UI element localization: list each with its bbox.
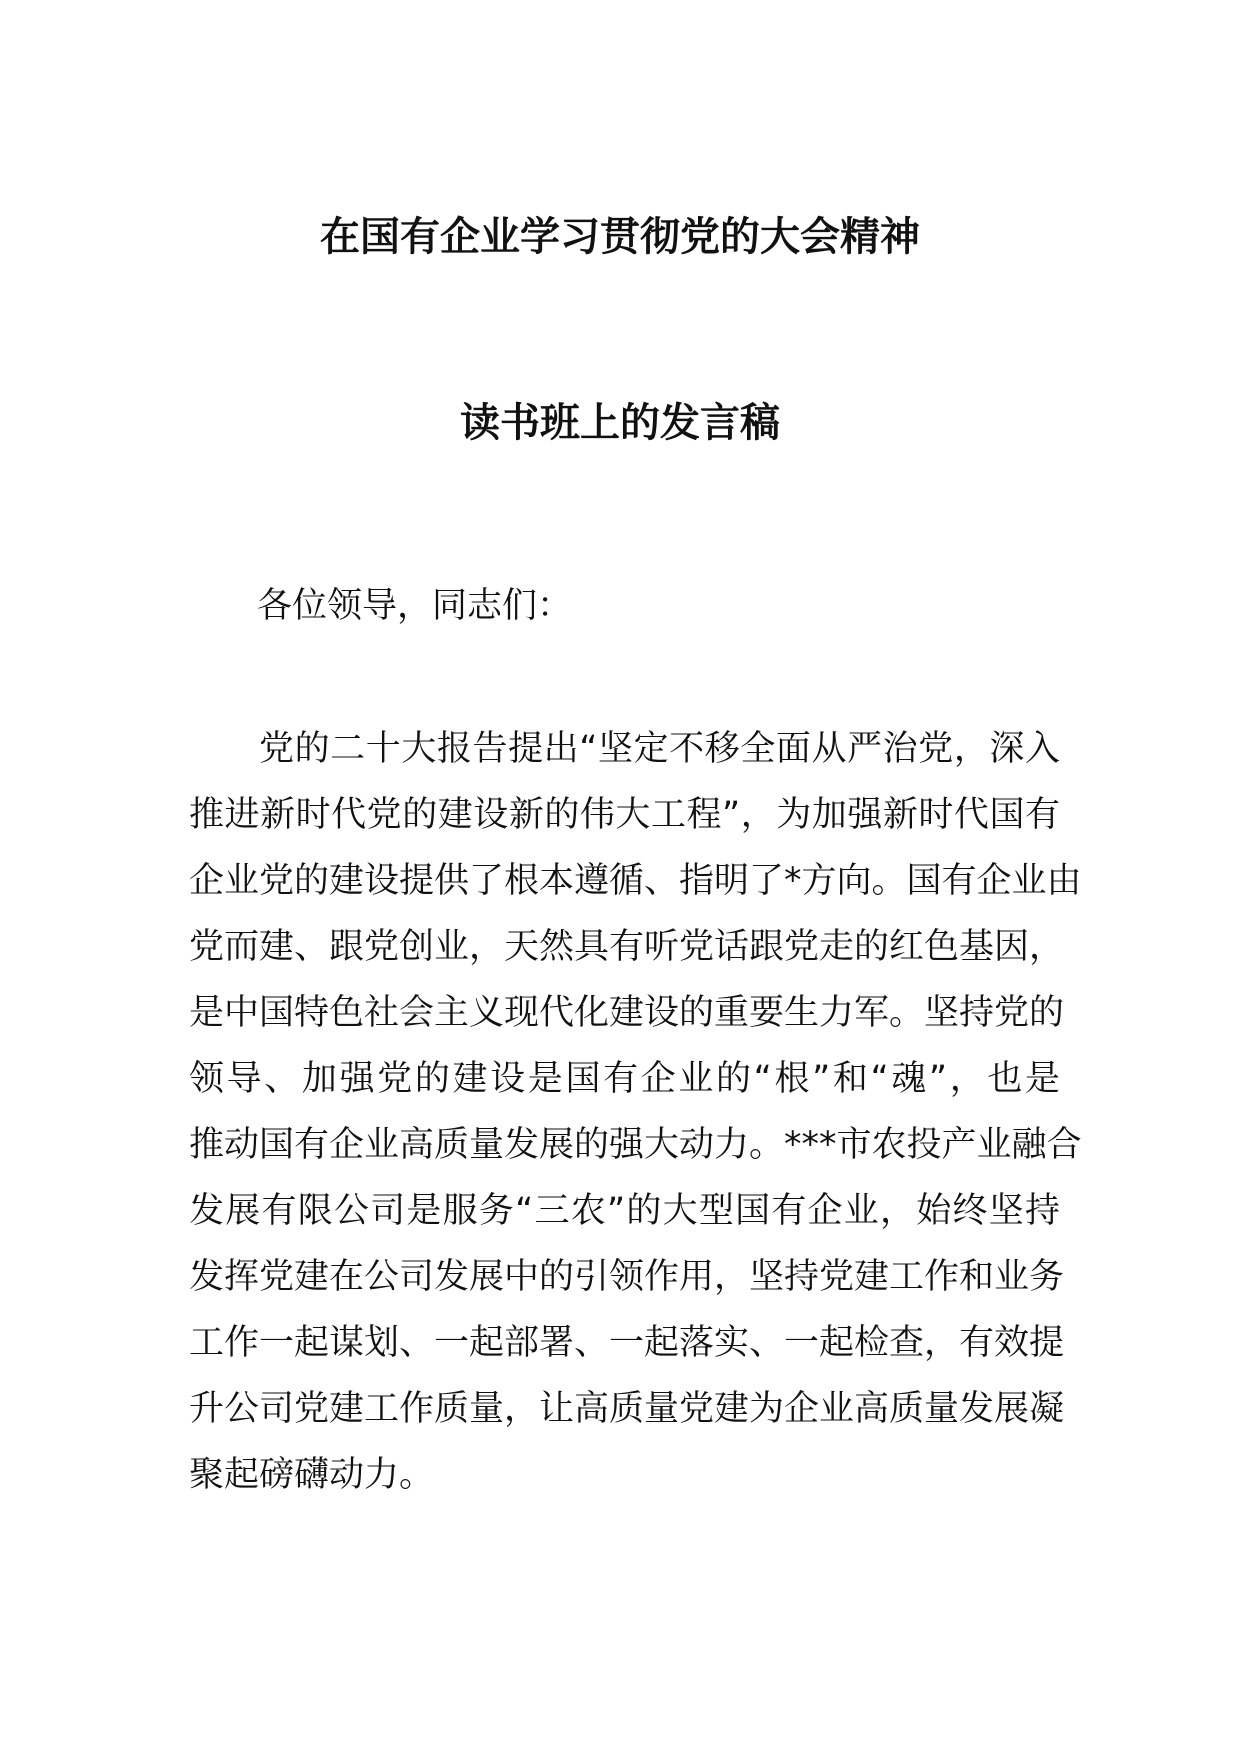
paragraph-line: 升公司党建工作质量，让高质量党建为企业高质量发展凝 [189, 1389, 1065, 1429]
paragraph-line: 发展有限公司是服务“三农”的大型国有企业，始终坚持 [189, 1191, 1060, 1231]
body-paragraph [189, 716, 1082, 1508]
paragraph-line: 是中国特色社会主义现代化建设的重要生力军。坚持党的 [189, 993, 1065, 1033]
salutation: 各位领导，同志们： [257, 586, 573, 626]
paragraph-line: 发挥党建在公司发展中的引领作用，坚持党建工作和业务 [189, 1257, 1065, 1297]
paragraph-line: 推动国有企业高质量发展的强大动力。***市农投产业融合 [189, 1125, 1082, 1165]
paragraph-line: 领导、加强党的建设是国有企业的“根”和“魂”，也是 [189, 1059, 1060, 1099]
paragraph-line: 党的二十大报告提出“坚定不移全面从严治党，深入 [259, 729, 1060, 769]
paragraph-line: 聚起磅礴动力。 [189, 1455, 435, 1495]
paragraph-line: 推进新时代党的建设新的伟大工程”，为加强新时代国有 [189, 795, 1060, 835]
title-line-1: 在国有企业学习贯彻党的大会精神 [320, 214, 920, 260]
paragraph-line: 企业党的建设提供了根本遵循、指明了*方向。国有企业由 [189, 861, 1082, 901]
paragraph-line: 工作一起谋划、一起部署、一起落实、一起检查，有效提 [189, 1323, 1065, 1363]
paragraph-line: 党而建、跟党创业，天然具有听党话跟党走的红色基因， [189, 927, 1065, 967]
title-line-2: 读书班上的发言稿 [460, 400, 780, 446]
